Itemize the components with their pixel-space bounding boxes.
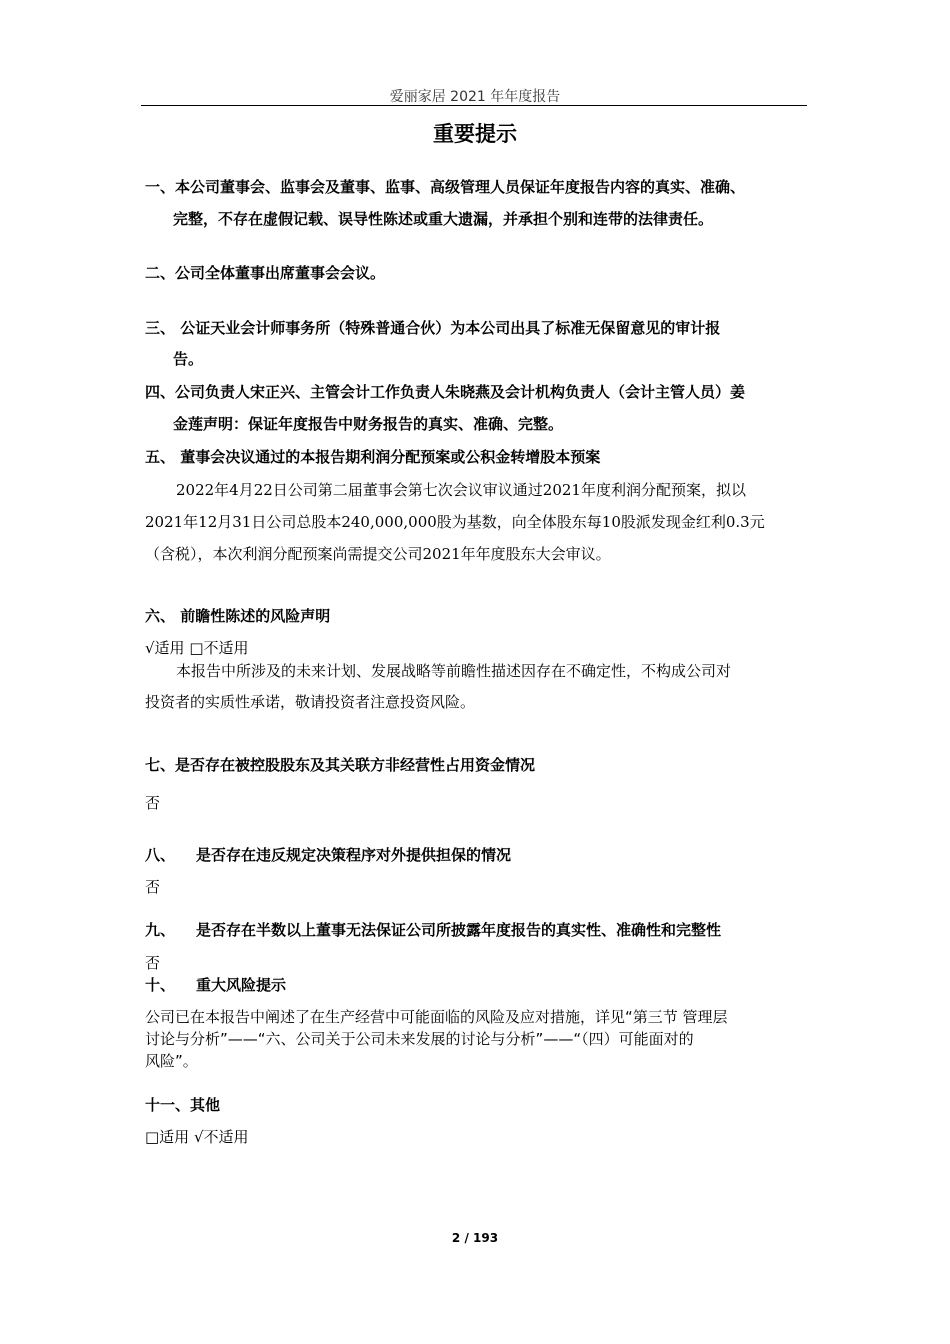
page-number: 2 / 193	[451, 1231, 499, 1245]
item-10-number: 十、	[145, 976, 176, 994]
item-5-body-line-3: （含税），本次利润分配预案尚需提交公司2021年年度股东大会审议。	[145, 545, 611, 563]
item-4-line-1: 四、公司负责人宋正兴、主管会计工作负责人朱晓燕及会计机构负责人（会计主管人员）姜	[145, 383, 746, 401]
item-8-heading: 是否存在违反规定决策程序对外提供担保的情况	[196, 846, 512, 864]
item-9-heading: 是否存在半数以上董事无法保证公司所披露年度报告的真实性、准确性和完整性	[196, 921, 722, 939]
item-6-body-line-2: 投资者的实质性承诺，敬请投资者注意投资风险。	[145, 693, 476, 711]
item-5-heading: 五、 董事会决议通过的本报告期利润分配预案或公积金转增股本预案	[145, 448, 601, 466]
item-3-line-1: 三、 公证天业会计师事务所（特殊普通合伙）为本公司出具了标准无保留意见的审计报	[145, 319, 721, 337]
item-6-body-line-1: 本报告中所涉及的未来计划、发展战略等前瞻性描述因存在不确定性，不构成公司对	[176, 662, 732, 680]
page-title: 重要提示	[433, 122, 517, 146]
item-7-answer: 否	[145, 794, 161, 812]
header-rule	[141, 105, 807, 106]
item-11-heading: 十一、其他	[145, 1096, 221, 1114]
item-11-checkbox-status: □适用 √不适用	[145, 1128, 249, 1146]
item-1-line-1: 一、本公司董事会、监事会及董事、监事、高级管理人员保证年度报告内容的真实、准确、	[145, 178, 746, 196]
item-1-line-2: 完整，不存在虚假记载、误导性陈述或重大遗漏，并承担个别和连带的法律责任。	[173, 210, 714, 228]
item-10-body-line-2: 讨论与分析”——“六、公司关于公司未来发展的讨论与分析”——“（四）可能面对的	[145, 1030, 694, 1048]
item-6-heading: 六、 前瞻性陈述的风险声明	[145, 607, 331, 625]
item-8-answer: 否	[145, 878, 161, 896]
item-7-heading: 七、是否存在被控股股东及其关联方非经营性占用资金情况	[145, 756, 536, 774]
item-10-heading: 重大风险提示	[196, 976, 287, 994]
item-3-line-2: 告。	[173, 350, 204, 368]
item-9-answer: 否	[145, 954, 161, 972]
item-6-checkbox-status: √适用 □不适用	[145, 639, 249, 657]
item-8-number: 八、	[145, 846, 176, 864]
item-5-body-line-2: 2021年12月31日公司总股本240,000,000股为基数，向全体股东每10股派发现金红利0.3元	[145, 513, 765, 531]
item-10-body-line-1: 公司已在本报告中阐述了在生产经营中可能面临的风险及应对措施，详见“第三节 管理层	[145, 1008, 728, 1026]
item-2-text: 二、公司全体董事出席董事会会议。	[145, 264, 386, 282]
running-header: 爱丽家居 2021 年年度报告	[389, 89, 561, 105]
item-5-body-line-1: 2022年4月22日公司第二届董事会第七次会议审议通过2021年度利润分配预案，拟以	[176, 481, 746, 499]
item-10-body-line-3: 风险”。	[145, 1052, 198, 1070]
item-9-number: 九、	[145, 921, 176, 939]
item-4-line-2: 金莲声明：保证年度报告中财务报告的真实、准确、完整。	[173, 415, 564, 433]
